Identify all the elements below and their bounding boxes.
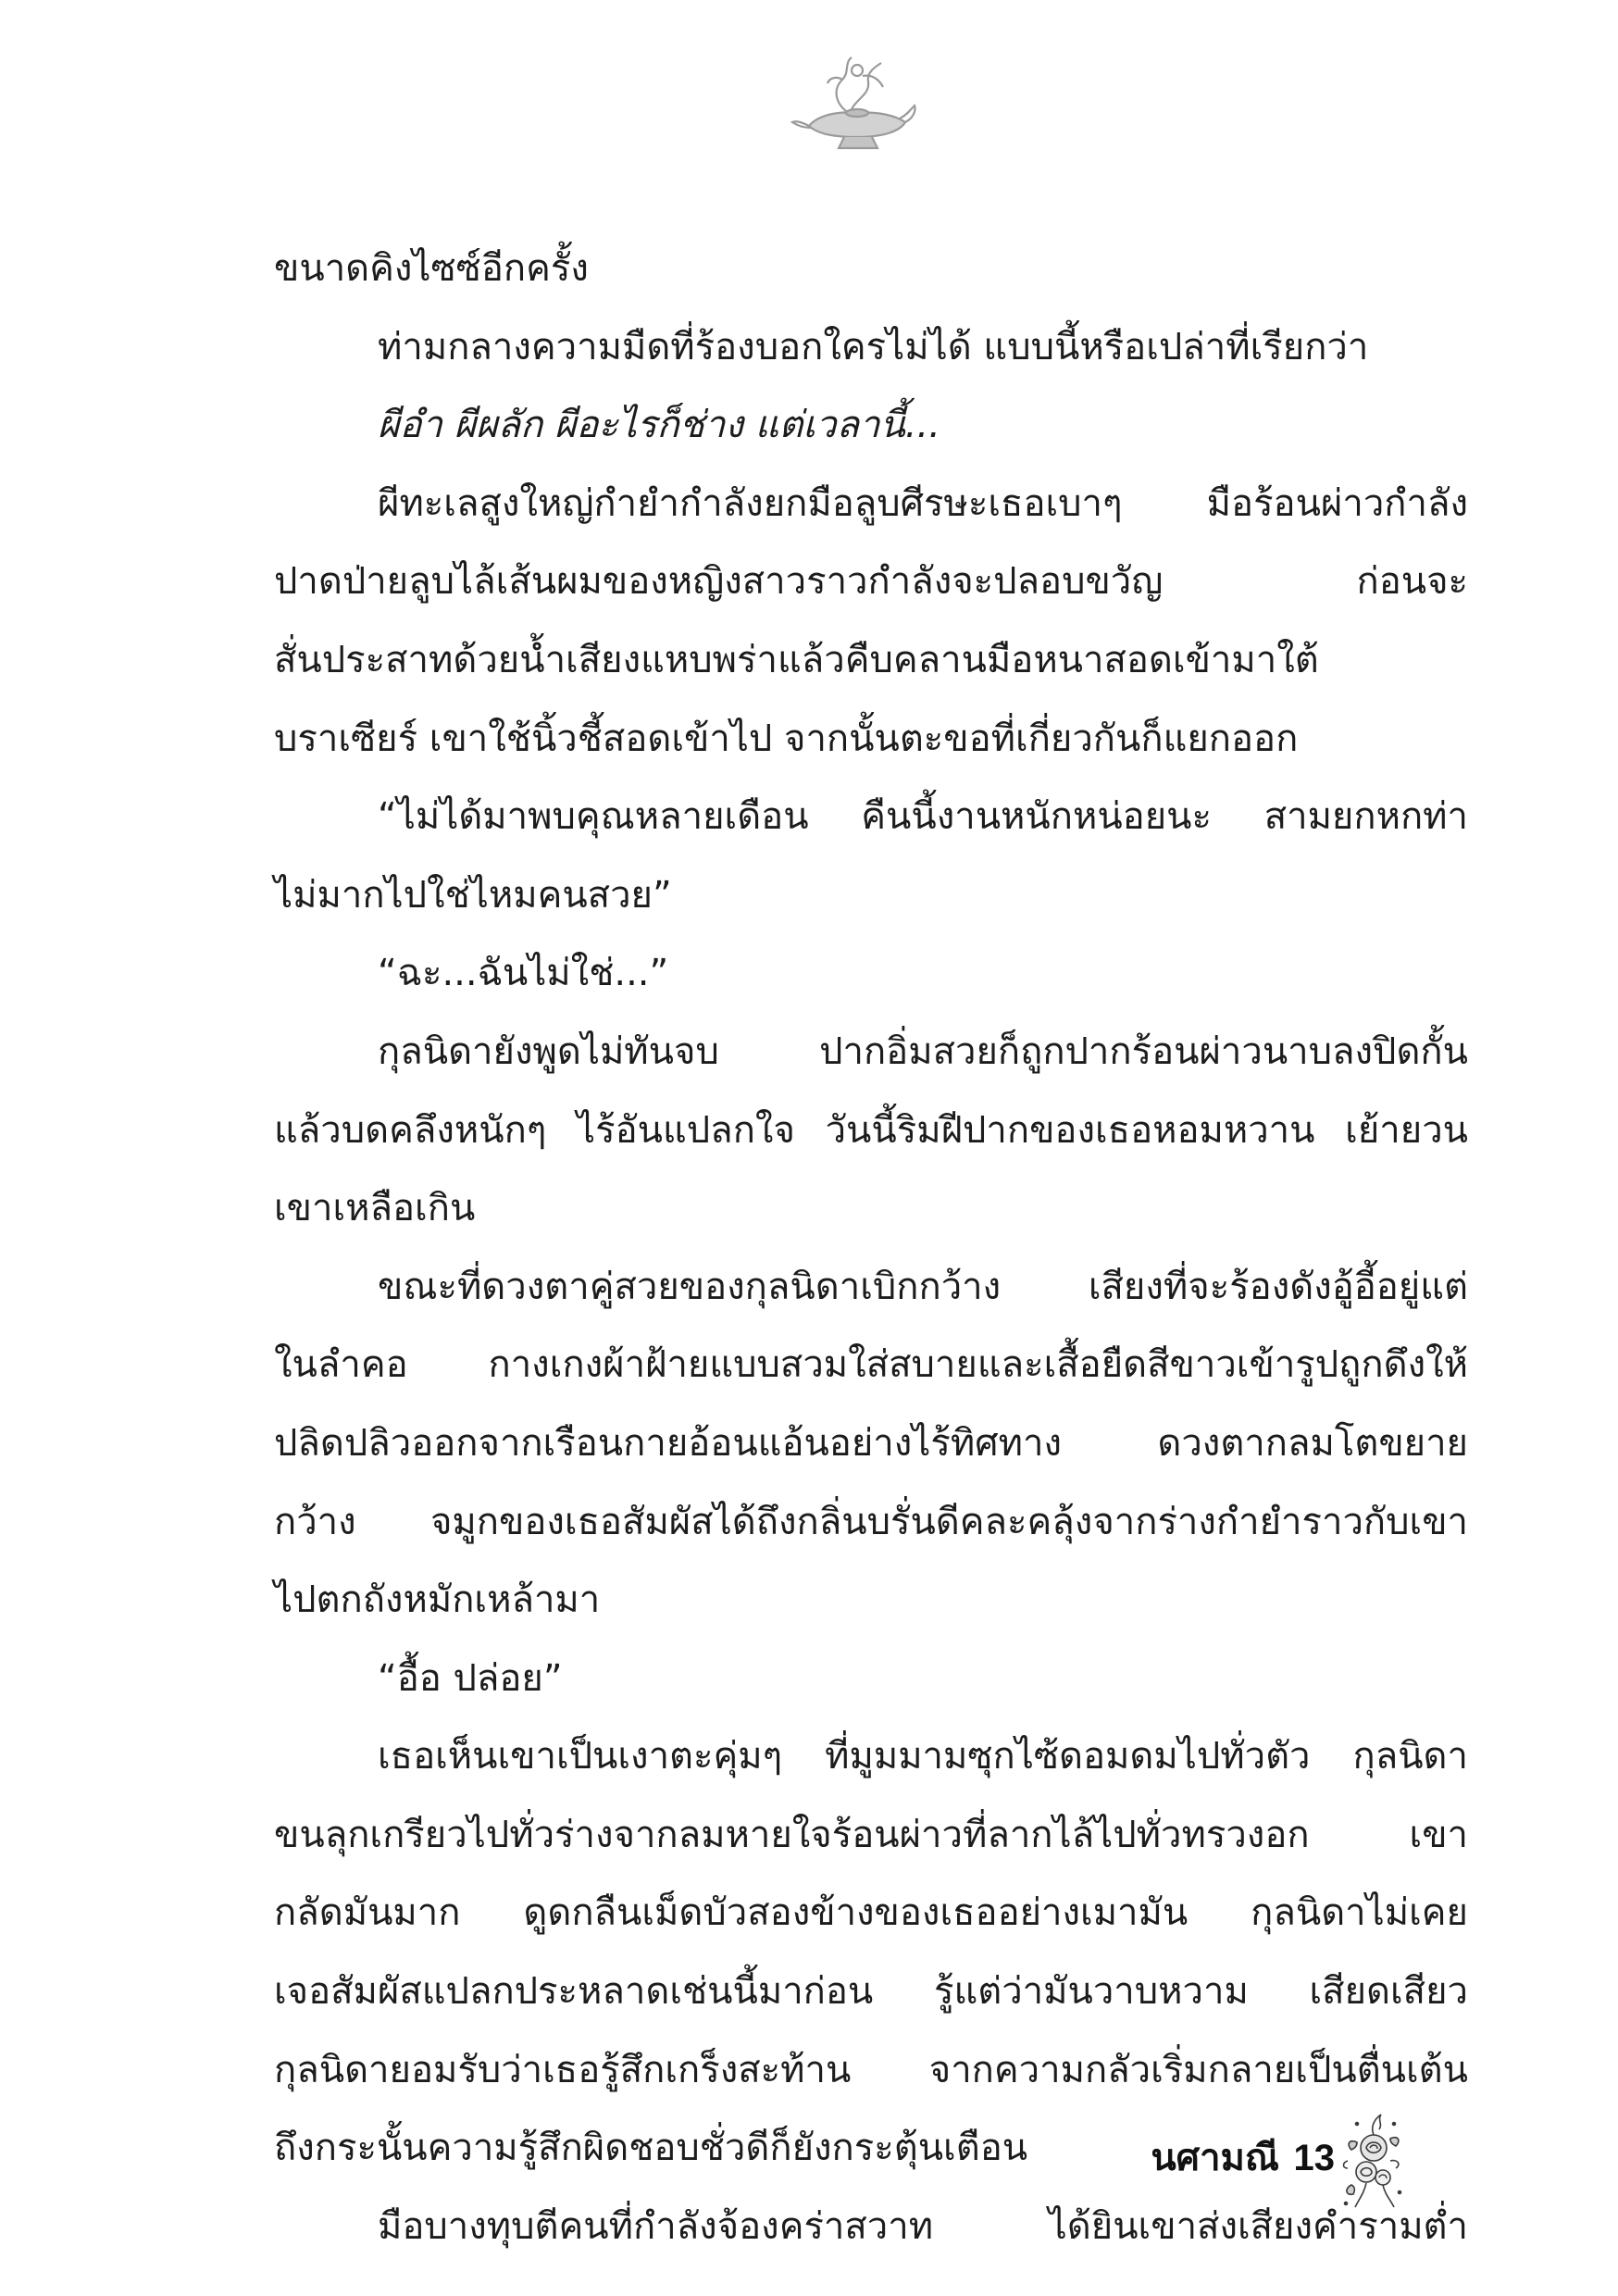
running-footer-title: นศามณี xyxy=(1151,2137,1279,2179)
paragraph-line: ผีทะเลสูงใหญ่กำยำกำลังยกมือลูบศีรษะเธอเบาๆ มือร้อนผ่าวกำลัง xyxy=(378,481,1468,525)
paragraph-line: กว้าง จมูกของเธอสัมผัสได้ถึงกลิ่นบรั่นดีคละคลุ้งจากร่างกำยำราวกับเขา xyxy=(274,1500,1468,1543)
paragraph-line: เขาเหลือเกิน xyxy=(274,1187,476,1230)
paragraph-line: กุลนิดายังพูดไม่ทันจบ ปากอิ่มสวยก็ถูกปากร้อนผ่าวนาบลงปิดกั้น xyxy=(378,1029,1468,1073)
paragraph-line: ไปตกถังหมักเหล้ามา xyxy=(274,1578,601,1622)
rose-ornament-icon xyxy=(1338,2111,1407,2213)
paragraph-line: ขนาดคิงไซซ์อีกครั้ง xyxy=(274,247,589,290)
paragraph-line: สั่นประสาทด้วยน้ำเสียงแหบพร่าแล้วคืบคลานมือหนาสอดเข้ามาใต้ xyxy=(274,638,1319,681)
paragraph-line: ไม่มากไปใช่ไหมคนสวย” xyxy=(274,873,672,917)
paragraph-line: ในลำคอ กางเกงผ้าฝ้ายแบบสวมใส่สบายและเสื้อยืดสีขาวเข้ารูปถูกดึงให้ xyxy=(274,1343,1468,1387)
page-footer xyxy=(1101,2111,1407,2213)
paragraph-line: กุลนิดายอมรับว่าเธอรู้สึกเกร็งสะท้าน จากความกลัวเริ่มกลายเป็นตื่นเต้น xyxy=(274,2048,1468,2091)
paragraph-line: ขนลุกเกรียวไปทั่วร่างจากลมหายใจร้อนผ่าวที่ลากไล้ไปทั่วทรวงอก เขา xyxy=(274,1813,1468,1856)
paragraph-line: “ฉะ...ฉันไม่ใช่...” xyxy=(378,952,669,995)
paragraph-line: แล้วบดคลึงหนักๆ ไร้อันแปลกใจ วันนี้ริมฝีปากของเธอหอมหวาน เย้ายวน xyxy=(274,1108,1468,1152)
body-text xyxy=(274,230,1468,2265)
page-number: 13 xyxy=(1293,2138,1335,2178)
paragraph-line: ปลิดปลิวออกจากเรือนกายอ้อนแอ้นอย่างไร้ทิศทาง ดวงตากลมโตขยาย xyxy=(274,1421,1468,1465)
paragraph-line: ท่ามกลางความมืดที่ร้องบอกใครไม่ได้ แบบนี้หรือเปล่าที่เรียกว่า xyxy=(378,325,1369,368)
paragraph-line: ขณะที่ดวงตาคู่สวยของกุลนิดาเบิกกว้าง เสียงที่จะร้องดังอู้อี้อยู่แต่ xyxy=(378,1265,1468,1308)
paragraph-line: เจอสัมผัสแปลกประหลาดเช่นนี้มาก่อน รู้แต่ว่ามันวาบหวาม เสียดเสียว xyxy=(274,1970,1468,2014)
paragraph-line: บราเซียร์ เขาใช้นิ้วชี้สอดเข้าไป จากนั้นตะขอที่เกี่ยวกันก็แยกออก xyxy=(274,717,1299,760)
paragraph-line: ผีอำ ผีผลัก ผีอะไรก็ช่าง แต่เวลานี้... xyxy=(378,404,940,447)
genie-lamp-icon xyxy=(790,54,920,156)
paragraph-line: กลัดมันมาก ดูดกลืนเม็ดบัวสองข้างของเธออย่างเมามัน กุลนิดาไม่เคย xyxy=(274,1891,1468,1935)
paragraph-line: ถึงกระนั้นความรู้สึกผิดชอบชั่วดีก็ยังกระตุ้นเตือน xyxy=(274,2127,1028,2170)
paragraph-line: “อื้อ ปล่อย” xyxy=(378,1656,563,1700)
paragraph-line: “ไม่ได้มาพบคุณหลายเดือน คืนนี้งานหนักหน่อยนะ สามยกหกท่า xyxy=(378,795,1468,839)
paragraph-line: มือบางทุบตีคนที่กำลังจ้องคร่าสวาท ได้ยินเขาส่งเสียงคำรามต่ำ xyxy=(378,2204,1468,2248)
paragraph-line: ปาดป่ายลูบไล้เส้นผมของหญิงสาวราวกำลังจะปลอบขวัญ ก่อนจะ xyxy=(274,560,1468,604)
paragraph-line: เธอเห็นเขาเป็นเงาตะคุ่มๆ ที่มูมมามซุกไซ้ดอมดมไปทั่วตัว กุลนิดา xyxy=(378,1735,1468,1778)
